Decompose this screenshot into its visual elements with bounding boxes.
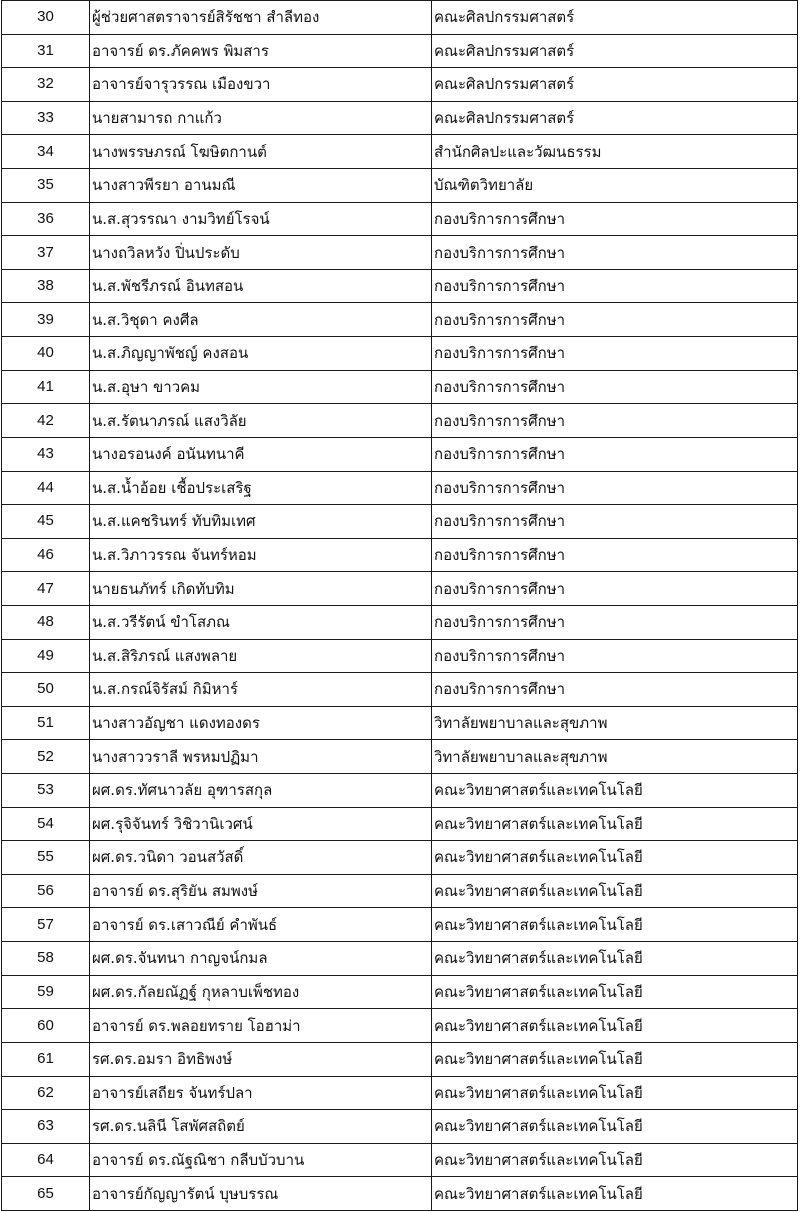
unit-cell: วิทาลัยพยาบาลและสุขภาพ <box>432 706 798 740</box>
row-number-cell: 41 <box>2 370 90 404</box>
name-cell: น.ส.ภิญญาพัชญ์ คงสอน <box>90 337 432 371</box>
unit-cell: คณะศิลปกรรมศาสตร์ <box>432 1 798 35</box>
table-row <box>2 605 798 639</box>
name-cell: ผู้ช่วยศาสตราจารย์สิรัชชา สำลีทอง <box>90 1 432 35</box>
unit-cell: กองบริการการศึกษา <box>432 639 798 673</box>
row-number-cell: 64 <box>2 1143 90 1177</box>
unit-cell: กองบริการการศึกษา <box>432 303 798 337</box>
table-row <box>2 639 798 673</box>
name-cell: นายสามารถ กาแก้ว <box>90 101 432 135</box>
row-number-cell: 31 <box>2 34 90 68</box>
unit-cell: คณะวิทยาศาสตร์และเทคโนโลยี <box>432 908 798 942</box>
row-number-cell: 42 <box>2 404 90 438</box>
table-row <box>2 975 798 1009</box>
row-number-cell: 48 <box>2 605 90 639</box>
row-number-cell: 60 <box>2 1009 90 1043</box>
name-cell: ผศ.ดร.วนิดา วอนสวัสดิ์ <box>90 841 432 875</box>
unit-cell: คณะวิทยาศาสตร์และเทคโนโลยี <box>432 975 798 1009</box>
table-body <box>2 1 798 1211</box>
unit-cell: คณะวิทยาศาสตร์และเทคโนโลยี <box>432 874 798 908</box>
table-row <box>2 505 798 539</box>
name-cell: นางอรอนงค์ อนันทนาคี <box>90 437 432 471</box>
unit-cell: กองบริการการศึกษา <box>432 404 798 438</box>
row-number-cell: 39 <box>2 303 90 337</box>
personnel-table <box>1 0 798 1211</box>
row-number-cell: 57 <box>2 908 90 942</box>
name-cell: นายธนภัทร์ เกิดทับทิม <box>90 572 432 606</box>
unit-cell: คณะศิลปกรรมศาสตร์ <box>432 68 798 102</box>
name-cell: น.ส.พัชรีภรณ์ อินทสอน <box>90 269 432 303</box>
table-row <box>2 169 798 203</box>
name-cell: รศ.ดร.อมรา อิทธิพงษ์ <box>90 1042 432 1076</box>
unit-cell: คณะวิทยาศาสตร์และเทคโนโลยี <box>432 807 798 841</box>
unit-cell: คณะวิทยาศาสตร์และเทคโนโลยี <box>432 1177 798 1211</box>
unit-cell: กองบริการการศึกษา <box>432 370 798 404</box>
table-row <box>2 1042 798 1076</box>
name-cell: อาจารย์ ดร.เสาวณีย์ คำพันธ์ <box>90 908 432 942</box>
unit-cell: คณะวิทยาศาสตร์และเทคโนโลยี <box>432 1143 798 1177</box>
row-number-cell: 34 <box>2 135 90 169</box>
table-row <box>2 101 798 135</box>
row-number-cell: 52 <box>2 740 90 774</box>
row-number-cell: 40 <box>2 337 90 371</box>
table-row <box>2 34 798 68</box>
name-cell: น.ส.แคชรินทร์ ทับทิมเทศ <box>90 505 432 539</box>
row-number-cell: 49 <box>2 639 90 673</box>
name-cell: ผศ.ดร.ทัศนาวลัย อุฑารสกุล <box>90 774 432 808</box>
name-cell: ผศ.ดร.จันทนา กาญจน์กมล <box>90 942 432 976</box>
table-row <box>2 269 798 303</box>
table-row <box>2 437 798 471</box>
row-number-cell: 50 <box>2 673 90 707</box>
unit-cell: คณะวิทยาศาสตร์และเทคโนโลยี <box>432 1110 798 1144</box>
row-number-cell: 32 <box>2 68 90 102</box>
table-row <box>2 202 798 236</box>
table-row <box>2 135 798 169</box>
table-row <box>2 807 798 841</box>
row-number-cell: 65 <box>2 1177 90 1211</box>
table-row <box>2 740 798 774</box>
row-number-cell: 54 <box>2 807 90 841</box>
unit-cell: คณะวิทยาศาสตร์และเทคโนโลยี <box>432 841 798 875</box>
unit-cell: คณะวิทยาศาสตร์และเทคโนโลยี <box>432 1009 798 1043</box>
table-row <box>2 370 798 404</box>
name-cell: อาจารย์ ดร.พลอยทราย โอฮาม่า <box>90 1009 432 1043</box>
row-number-cell: 62 <box>2 1076 90 1110</box>
unit-cell: กองบริการการศึกษา <box>432 572 798 606</box>
unit-cell: กองบริการการศึกษา <box>432 337 798 371</box>
name-cell: น.ส.สุวรรณา งามวิทย์โรจน์ <box>90 202 432 236</box>
table-row <box>2 236 798 270</box>
row-number-cell: 44 <box>2 471 90 505</box>
row-number-cell: 56 <box>2 874 90 908</box>
row-number-cell: 51 <box>2 706 90 740</box>
name-cell: น.ส.รัตนาภรณ์ แสงวิลัย <box>90 404 432 438</box>
unit-cell: คณะวิทยาศาสตร์และเทคโนโลยี <box>432 1076 798 1110</box>
name-cell: รศ.ดร.นลินี โสพัศสถิตย์ <box>90 1110 432 1144</box>
name-cell: อาจารย์กัญญารัตน์ บุษบรรณ <box>90 1177 432 1211</box>
name-cell: อาจารย์ ดร.ณัฐณิชา กลีบบัวบาน <box>90 1143 432 1177</box>
table-row <box>2 874 798 908</box>
row-number-cell: 38 <box>2 269 90 303</box>
name-cell: อาจารย์จารุวรรณ เมืองขวา <box>90 68 432 102</box>
table-row <box>2 1076 798 1110</box>
unit-cell: กองบริการการศึกษา <box>432 236 798 270</box>
row-number-cell: 47 <box>2 572 90 606</box>
row-number-cell: 61 <box>2 1042 90 1076</box>
table-row <box>2 673 798 707</box>
unit-cell: กองบริการการศึกษา <box>432 538 798 572</box>
unit-cell: กองบริการการศึกษา <box>432 269 798 303</box>
unit-cell: วิทาลัยพยาบาลและสุขภาพ <box>432 740 798 774</box>
unit-cell: คณะวิทยาศาสตร์และเทคโนโลยี <box>432 942 798 976</box>
table-row <box>2 841 798 875</box>
row-number-cell: 33 <box>2 101 90 135</box>
name-cell: อาจารย์ ดร.สุริยัน สมพงษ์ <box>90 874 432 908</box>
name-cell: นางสาวอัญชา แดงทองดร <box>90 706 432 740</box>
table-row <box>2 303 798 337</box>
table-row <box>2 538 798 572</box>
row-number-cell: 59 <box>2 975 90 1009</box>
unit-cell: กองบริการการศึกษา <box>432 202 798 236</box>
name-cell: ผศ.ดร.กัลยณัฏฐ์ กุหลาบเพ็ชทอง <box>90 975 432 1009</box>
unit-cell: กองบริการการศึกษา <box>432 505 798 539</box>
name-cell: นางถวิลหวัง ปิ่นประดับ <box>90 236 432 270</box>
name-cell: น.ส.น้ำอ้อย เชื้อประเสริฐ <box>90 471 432 505</box>
table-row <box>2 572 798 606</box>
table-row <box>2 942 798 976</box>
name-cell: นางสาววราลี พรหมปฏิมา <box>90 740 432 774</box>
name-cell: อาจารย์เสถียร จันทร์ปลา <box>90 1076 432 1110</box>
row-number-cell: 55 <box>2 841 90 875</box>
name-cell: น.ส.สิริภรณ์ แสงพลาย <box>90 639 432 673</box>
row-number-cell: 63 <box>2 1110 90 1144</box>
unit-cell: สำนักศิลปะและวัฒนธรรม <box>432 135 798 169</box>
unit-cell: กองบริการการศึกษา <box>432 437 798 471</box>
name-cell: อาจารย์ ดร.ภัคคพร พิมสาร <box>90 34 432 68</box>
row-number-cell: 45 <box>2 505 90 539</box>
unit-cell: คณะวิทยาศาสตร์และเทคโนโลยี <box>432 774 798 808</box>
table-row <box>2 337 798 371</box>
name-cell: น.ส.วิภาวรรณ จันทร์หอม <box>90 538 432 572</box>
name-cell: น.ส.กรณ์จิรัสม์ กิมิหาร์ <box>90 673 432 707</box>
unit-cell: กองบริการการศึกษา <box>432 605 798 639</box>
row-number-cell: 43 <box>2 437 90 471</box>
table-row <box>2 404 798 438</box>
unit-cell: คณะวิทยาศาสตร์และเทคโนโลยี <box>432 1042 798 1076</box>
table-row <box>2 1110 798 1144</box>
table-row <box>2 774 798 808</box>
name-cell: ผศ.รุจิจันทร์ วิชิวานิเวศน์ <box>90 807 432 841</box>
row-number-cell: 36 <box>2 202 90 236</box>
name-cell: น.ส.อุษา ขาวคม <box>90 370 432 404</box>
name-cell: น.ส.วิชุดา คงศีล <box>90 303 432 337</box>
unit-cell: บัณฑิตวิทยาลัย <box>432 169 798 203</box>
row-number-cell: 46 <box>2 538 90 572</box>
table-row <box>2 1177 798 1211</box>
row-number-cell: 58 <box>2 942 90 976</box>
row-number-cell: 35 <box>2 169 90 203</box>
table-row <box>2 1143 798 1177</box>
table-row <box>2 908 798 942</box>
unit-cell: คณะศิลปกรรมศาสตร์ <box>432 34 798 68</box>
unit-cell: กองบริการการศึกษา <box>432 471 798 505</box>
table-row <box>2 706 798 740</box>
row-number-cell: 30 <box>2 1 90 35</box>
table-row <box>2 1009 798 1043</box>
unit-cell: คณะศิลปกรรมศาสตร์ <box>432 101 798 135</box>
name-cell: นางพรรษภรณ์ โฆษิตกานต์ <box>90 135 432 169</box>
name-cell: นางสาวพีรยา อานมณี <box>90 169 432 203</box>
row-number-cell: 53 <box>2 774 90 808</box>
table-row <box>2 68 798 102</box>
row-number-cell: 37 <box>2 236 90 270</box>
name-cell: น.ส.วรีรัตน์ ขำโสภณ <box>90 605 432 639</box>
table-row <box>2 471 798 505</box>
unit-cell: กองบริการการศึกษา <box>432 673 798 707</box>
table-row <box>2 1 798 35</box>
